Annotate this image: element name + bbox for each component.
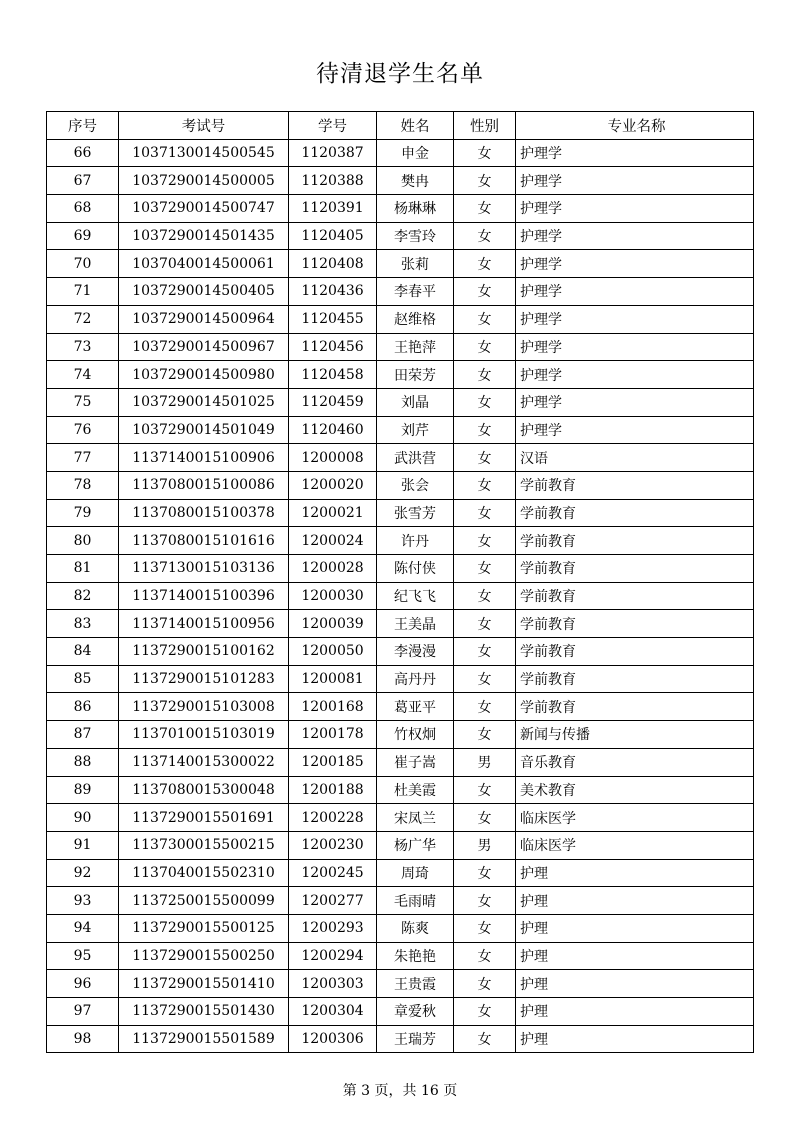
cell-student-id: 1200081 <box>289 665 377 693</box>
cell-exam-number: 1037130014500545 <box>119 139 289 167</box>
student-list-table <box>46 111 754 1053</box>
cell-name: 张会 <box>377 471 454 499</box>
table-row <box>47 305 754 333</box>
cell-exam-number: 1137290015500125 <box>119 914 289 942</box>
cell-index: 75 <box>47 388 119 416</box>
table-row <box>47 610 754 638</box>
cell-exam-number: 1137290015500250 <box>119 942 289 970</box>
cell-index: 83 <box>47 610 119 638</box>
cell-exam-number: 1137290015103008 <box>119 693 289 721</box>
cell-exam-number: 1137250015500099 <box>119 887 289 915</box>
cell-gender: 女 <box>454 333 516 361</box>
table-row <box>47 195 754 223</box>
cell-exam-number: 1137140015300022 <box>119 748 289 776</box>
table-row <box>47 693 754 721</box>
cell-name: 竹权炯 <box>377 721 454 749</box>
cell-student-id: 1200188 <box>289 776 377 804</box>
cell-exam-number: 1137140015100906 <box>119 444 289 472</box>
cell-gender: 女 <box>454 471 516 499</box>
cell-gender: 女 <box>454 527 516 555</box>
cell-major: 学前教育 <box>516 527 754 555</box>
cell-major: 汉语 <box>516 444 754 472</box>
cell-major: 护理学 <box>516 388 754 416</box>
cell-index: 73 <box>47 333 119 361</box>
cell-exam-number: 1137080015100378 <box>119 499 289 527</box>
cell-major: 护理学 <box>516 222 754 250</box>
cell-name: 高丹丹 <box>377 665 454 693</box>
table-row <box>47 776 754 804</box>
cell-gender: 女 <box>454 388 516 416</box>
cell-major: 学前教育 <box>516 665 754 693</box>
cell-major: 护理 <box>516 998 754 1026</box>
cell-gender: 女 <box>454 250 516 278</box>
cell-gender: 女 <box>454 278 516 306</box>
table-row <box>47 333 754 361</box>
cell-name: 申金 <box>377 139 454 167</box>
cell-exam-number: 1137040015502310 <box>119 859 289 887</box>
cell-student-id: 1120460 <box>289 416 377 444</box>
cell-student-id: 1200028 <box>289 555 377 583</box>
cell-index: 70 <box>47 250 119 278</box>
cell-exam-number: 1037290014501435 <box>119 222 289 250</box>
cell-student-id: 1200008 <box>289 444 377 472</box>
cell-name: 杨琳琳 <box>377 195 454 223</box>
cell-major: 护理 <box>516 1025 754 1053</box>
cell-gender: 女 <box>454 167 516 195</box>
cell-index: 93 <box>47 887 119 915</box>
cell-name: 纪飞飞 <box>377 582 454 610</box>
cell-student-id: 1120436 <box>289 278 377 306</box>
cell-student-id: 1200230 <box>289 831 377 859</box>
cell-exam-number: 1037290014501025 <box>119 388 289 416</box>
cell-student-id: 1200245 <box>289 859 377 887</box>
col-header-index: 序号 <box>47 112 119 140</box>
table-row <box>47 638 754 666</box>
table-row <box>47 250 754 278</box>
cell-gender: 女 <box>454 1025 516 1053</box>
cell-student-id: 1120408 <box>289 250 377 278</box>
cell-gender: 女 <box>454 859 516 887</box>
cell-major: 护理学 <box>516 333 754 361</box>
cell-name: 李雪玲 <box>377 222 454 250</box>
cell-index: 81 <box>47 555 119 583</box>
cell-index: 88 <box>47 748 119 776</box>
cell-major: 护理学 <box>516 305 754 333</box>
cell-name: 陈付侠 <box>377 555 454 583</box>
cell-name: 赵维格 <box>377 305 454 333</box>
cell-exam-number: 1037290014500747 <box>119 195 289 223</box>
cell-name: 陈爽 <box>377 914 454 942</box>
cell-student-id: 1200024 <box>289 527 377 555</box>
cell-major: 新闻与传播 <box>516 721 754 749</box>
cell-student-id: 1200185 <box>289 748 377 776</box>
cell-index: 82 <box>47 582 119 610</box>
cell-exam-number: 1037290014500980 <box>119 361 289 389</box>
table-row <box>47 278 754 306</box>
cell-major: 音乐教育 <box>516 748 754 776</box>
cell-student-id: 1200030 <box>289 582 377 610</box>
cell-name: 杨广华 <box>377 831 454 859</box>
cell-gender: 女 <box>454 444 516 472</box>
table-row <box>47 416 754 444</box>
cell-exam-number: 1137290015501589 <box>119 1025 289 1053</box>
cell-index: 92 <box>47 859 119 887</box>
cell-name: 崔子嵩 <box>377 748 454 776</box>
table-row <box>47 748 754 776</box>
table-body <box>47 139 754 1053</box>
cell-name: 王艳萍 <box>377 333 454 361</box>
table-row <box>47 139 754 167</box>
cell-major: 学前教育 <box>516 638 754 666</box>
cell-index: 98 <box>47 1025 119 1053</box>
cell-major: 临床医学 <box>516 804 754 832</box>
cell-major: 护理学 <box>516 278 754 306</box>
cell-exam-number: 1137290015501430 <box>119 998 289 1026</box>
cell-exam-number: 1037290014500964 <box>119 305 289 333</box>
cell-major: 护理 <box>516 942 754 970</box>
cell-gender: 女 <box>454 970 516 998</box>
page-title: 待清退学生名单 <box>316 61 484 87</box>
cell-gender: 女 <box>454 804 516 832</box>
cell-gender: 女 <box>454 665 516 693</box>
cell-student-id: 1200168 <box>289 693 377 721</box>
cell-name: 张莉 <box>377 250 454 278</box>
cell-exam-number: 1137140015100956 <box>119 610 289 638</box>
cell-student-id: 1200304 <box>289 998 377 1026</box>
cell-gender: 女 <box>454 499 516 527</box>
cell-index: 72 <box>47 305 119 333</box>
cell-index: 96 <box>47 970 119 998</box>
cell-gender: 女 <box>454 361 516 389</box>
cell-name: 张雪芳 <box>377 499 454 527</box>
cell-name: 周琦 <box>377 859 454 887</box>
cell-exam-number: 1037040014500061 <box>119 250 289 278</box>
col-header-name: 姓名 <box>377 112 454 140</box>
cell-major: 学前教育 <box>516 499 754 527</box>
cell-exam-number: 1137290015501691 <box>119 804 289 832</box>
cell-index: 67 <box>47 167 119 195</box>
cell-student-id: 1200306 <box>289 1025 377 1053</box>
cell-index: 78 <box>47 471 119 499</box>
cell-student-id: 1200228 <box>289 804 377 832</box>
table-row <box>47 942 754 970</box>
table-row <box>47 998 754 1026</box>
table-row <box>47 444 754 472</box>
cell-index: 69 <box>47 222 119 250</box>
cell-major: 护理学 <box>516 195 754 223</box>
cell-index: 97 <box>47 998 119 1026</box>
cell-major: 临床医学 <box>516 831 754 859</box>
cell-exam-number: 1037290014500967 <box>119 333 289 361</box>
cell-index: 79 <box>47 499 119 527</box>
table-row <box>47 887 754 915</box>
cell-student-id: 1200294 <box>289 942 377 970</box>
cell-student-id: 1120458 <box>289 361 377 389</box>
cell-major: 学前教育 <box>516 693 754 721</box>
cell-major: 美术教育 <box>516 776 754 804</box>
cell-name: 葛亚平 <box>377 693 454 721</box>
cell-name: 毛雨晴 <box>377 887 454 915</box>
cell-gender: 男 <box>454 748 516 776</box>
cell-index: 94 <box>47 914 119 942</box>
cell-exam-number: 1137290015501410 <box>119 970 289 998</box>
cell-index: 77 <box>47 444 119 472</box>
cell-student-id: 1200303 <box>289 970 377 998</box>
cell-name: 许丹 <box>377 527 454 555</box>
cell-index: 76 <box>47 416 119 444</box>
cell-gender: 女 <box>454 914 516 942</box>
cell-index: 68 <box>47 195 119 223</box>
table-row <box>47 167 754 195</box>
cell-gender: 女 <box>454 195 516 223</box>
cell-major: 学前教育 <box>516 555 754 583</box>
cell-student-id: 1120391 <box>289 195 377 223</box>
table-row <box>47 527 754 555</box>
cell-exam-number: 1137010015103019 <box>119 721 289 749</box>
cell-student-id: 1200020 <box>289 471 377 499</box>
cell-major: 护理 <box>516 887 754 915</box>
cell-index: 91 <box>47 831 119 859</box>
cell-major: 学前教育 <box>516 582 754 610</box>
cell-name: 李漫漫 <box>377 638 454 666</box>
cell-student-id: 1200050 <box>289 638 377 666</box>
cell-major: 护理 <box>516 970 754 998</box>
table-row <box>47 970 754 998</box>
cell-gender: 女 <box>454 721 516 749</box>
cell-exam-number: 1037290014500005 <box>119 167 289 195</box>
table-row <box>47 914 754 942</box>
cell-major: 护理 <box>516 914 754 942</box>
cell-major: 护理学 <box>516 250 754 278</box>
cell-exam-number: 1137080015101616 <box>119 527 289 555</box>
cell-exam-number: 1037290014501049 <box>119 416 289 444</box>
cell-student-id: 1120388 <box>289 167 377 195</box>
cell-name: 武洪营 <box>377 444 454 472</box>
cell-student-id: 1120455 <box>289 305 377 333</box>
cell-index: 87 <box>47 721 119 749</box>
cell-index: 86 <box>47 693 119 721</box>
cell-gender: 女 <box>454 139 516 167</box>
cell-student-id: 1120456 <box>289 333 377 361</box>
cell-index: 89 <box>47 776 119 804</box>
cell-gender: 女 <box>454 582 516 610</box>
cell-name: 王美晶 <box>377 610 454 638</box>
cell-name: 樊冉 <box>377 167 454 195</box>
cell-major: 护理学 <box>516 139 754 167</box>
cell-exam-number: 1037290014500405 <box>119 278 289 306</box>
col-header-major: 专业名称 <box>516 112 754 140</box>
cell-index: 80 <box>47 527 119 555</box>
cell-major: 护理 <box>516 859 754 887</box>
cell-exam-number: 1137080015100086 <box>119 471 289 499</box>
cell-index: 74 <box>47 361 119 389</box>
cell-index: 90 <box>47 804 119 832</box>
cell-index: 85 <box>47 665 119 693</box>
cell-gender: 女 <box>454 887 516 915</box>
table-row <box>47 859 754 887</box>
cell-major: 学前教育 <box>516 610 754 638</box>
table-row <box>47 499 754 527</box>
cell-student-id: 1120405 <box>289 222 377 250</box>
cell-index: 84 <box>47 638 119 666</box>
table-row <box>47 721 754 749</box>
table-row <box>47 388 754 416</box>
table-row <box>47 665 754 693</box>
cell-name: 杜美霞 <box>377 776 454 804</box>
table-row <box>47 222 754 250</box>
cell-student-id: 1200021 <box>289 499 377 527</box>
page-footer: 第 3 页，共 16 页 <box>342 1083 458 1099</box>
cell-exam-number: 1137300015500215 <box>119 831 289 859</box>
table-row <box>47 555 754 583</box>
cell-student-id: 1200293 <box>289 914 377 942</box>
cell-major: 护理学 <box>516 167 754 195</box>
cell-exam-number: 1137080015300048 <box>119 776 289 804</box>
cell-exam-number: 1137130015103136 <box>119 555 289 583</box>
cell-index: 95 <box>47 942 119 970</box>
cell-exam-number: 1137140015100396 <box>119 582 289 610</box>
cell-gender: 女 <box>454 638 516 666</box>
cell-gender: 女 <box>454 416 516 444</box>
cell-gender: 女 <box>454 693 516 721</box>
cell-exam-number: 1137290015101283 <box>119 665 289 693</box>
table-header-row <box>47 112 754 140</box>
cell-major: 学前教育 <box>516 471 754 499</box>
table-row <box>47 804 754 832</box>
cell-student-id: 1120459 <box>289 388 377 416</box>
table-row <box>47 361 754 389</box>
cell-student-id: 1200277 <box>289 887 377 915</box>
cell-name: 朱艳艳 <box>377 942 454 970</box>
cell-name: 王瑞芳 <box>377 1025 454 1053</box>
table-row <box>47 1025 754 1053</box>
cell-name: 田荣芳 <box>377 361 454 389</box>
cell-name: 李春平 <box>377 278 454 306</box>
cell-gender: 女 <box>454 998 516 1026</box>
cell-major: 护理学 <box>516 361 754 389</box>
cell-index: 66 <box>47 139 119 167</box>
cell-student-id: 1120387 <box>289 139 377 167</box>
cell-name: 章爱秋 <box>377 998 454 1026</box>
table-row <box>47 831 754 859</box>
cell-gender: 女 <box>454 610 516 638</box>
table-row <box>47 471 754 499</box>
col-header-student-id: 学号 <box>289 112 377 140</box>
cell-name: 宋凤兰 <box>377 804 454 832</box>
cell-gender: 女 <box>454 942 516 970</box>
cell-gender: 男 <box>454 831 516 859</box>
cell-index: 71 <box>47 278 119 306</box>
table-row <box>47 582 754 610</box>
col-header-exam-number: 考试号 <box>119 112 289 140</box>
cell-exam-number: 1137290015100162 <box>119 638 289 666</box>
cell-name: 刘晶 <box>377 388 454 416</box>
col-header-gender: 性别 <box>454 112 516 140</box>
cell-name: 王贵霞 <box>377 970 454 998</box>
cell-gender: 女 <box>454 776 516 804</box>
cell-gender: 女 <box>454 305 516 333</box>
cell-gender: 女 <box>454 222 516 250</box>
cell-name: 刘芹 <box>377 416 454 444</box>
cell-gender: 女 <box>454 555 516 583</box>
cell-student-id: 1200039 <box>289 610 377 638</box>
cell-student-id: 1200178 <box>289 721 377 749</box>
cell-major: 护理学 <box>516 416 754 444</box>
